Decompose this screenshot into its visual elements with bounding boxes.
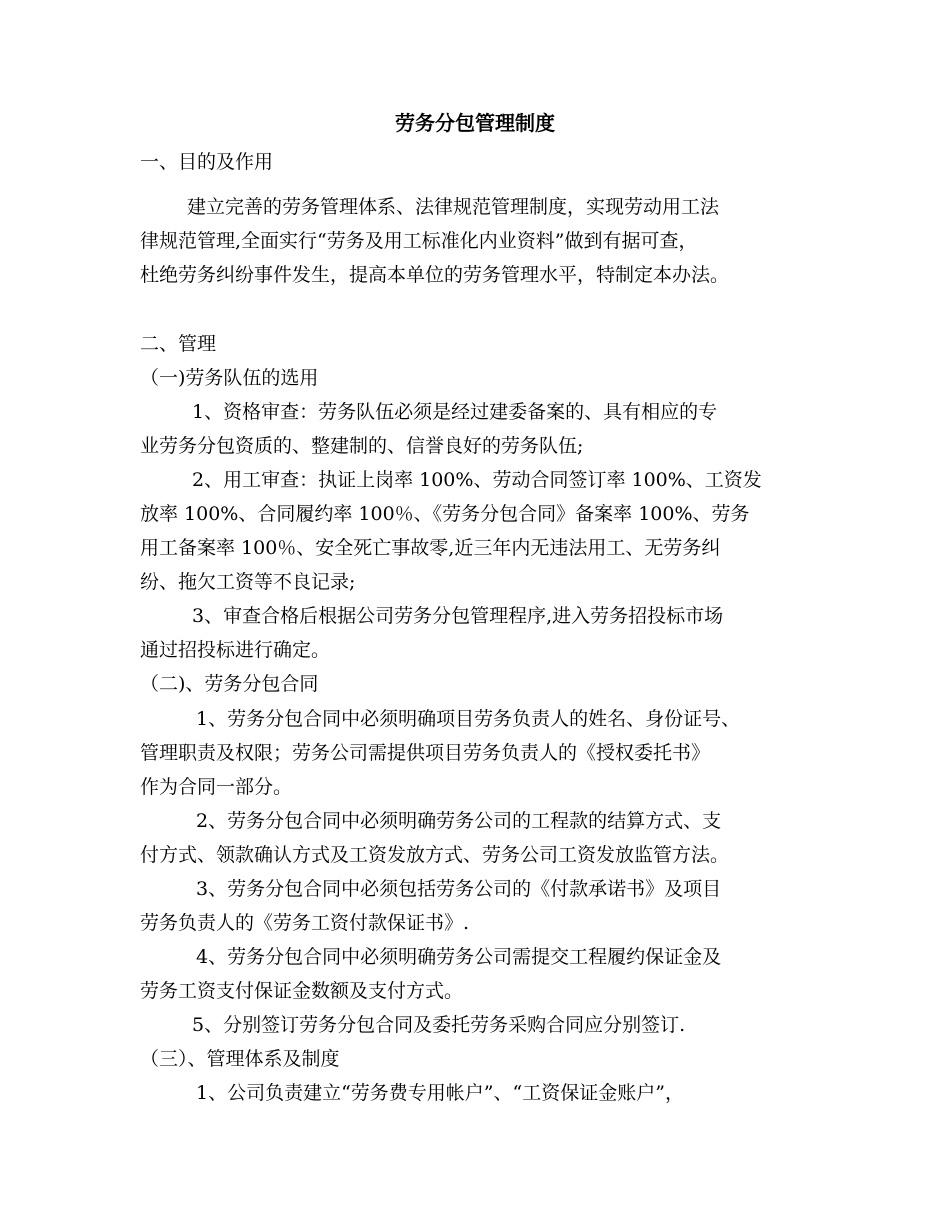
subsection-heading-selection: （一)劳务队伍的选用 <box>140 367 319 389</box>
paragraph-line: 建立完善的劳务管理体系、法律规范管理制度，实现劳动用工法 <box>187 196 720 218</box>
paragraph-line: 律规范管理,全面实行“劳务及用工标准化内业资料”做到有据可查， <box>140 230 698 252</box>
paragraph-line: 1、资格审查：劳务队伍必须是经过建委备案的、具有相应的专 <box>192 401 718 423</box>
subsection-heading-contract: （二)、劳务分包合同 <box>140 673 319 695</box>
section-heading-management: 二、管理 <box>140 333 217 355</box>
paragraph-line: 3、审查合格后根据公司劳务分包管理程序,进入劳务招投标市场 <box>192 605 724 627</box>
paragraph-line: 2、用工审查：执证上岗率 100%、劳动合同签订率 100%、工资发 <box>192 469 762 491</box>
paragraph-line: 管理职责及权限；劳务公司需提供项目劳务负责人的《授权委托书》 <box>140 742 711 764</box>
paragraph-line: 通过招投标进行确定。 <box>140 639 331 661</box>
paragraph-line: 2、劳务分包合同中必须明确劳务公司的工程款的结算方式、支 <box>196 810 722 832</box>
paragraph-line: 付方式、领款确认方式及工资发放方式、劳务公司工资发放监管方法。 <box>140 844 730 866</box>
paragraph-line: 劳务负责人的《劳务工资付款保证书》. <box>140 912 470 934</box>
document-title: 劳务分包管理制度 <box>395 111 555 135</box>
paragraph-line: 4、劳务分包合同中必须明确劳务公司需提交工程履约保证金及 <box>196 946 722 968</box>
paragraph-line: 放率 100%、合同履约率 100％、《劳务分包合同》备案率 100%、劳务 <box>140 503 750 525</box>
paragraph-line: 5、分别签订劳务分包合同及委托劳务采购合同应分别签订. <box>192 1014 686 1036</box>
paragraph-line: 1、劳务分包合同中必须明确项目劳务负责人的姓名、身份证号、 <box>196 708 741 730</box>
paragraph-line: 1、公司负责建立“劳务费专用帐户”、“工资保证金账户”， <box>196 1082 684 1104</box>
paragraph-line: 劳务工资支付保证金数额及支付方式。 <box>140 980 464 1002</box>
paragraph-line: 作为合同一部分。 <box>140 776 293 798</box>
paragraph-line: 杜绝劳务纠纷事件发生，提高本单位的劳务管理水平，特制定本办法。 <box>140 264 730 286</box>
paragraph-line: 业劳务分包资质的、整建制的、信誉良好的劳务队伍; <box>140 435 584 457</box>
paragraph-line: 纷、拖欠工资等不良记录; <box>140 571 356 593</box>
section-heading-purpose: 一、目的及作用 <box>140 151 274 173</box>
paragraph-line: 用工备案率 100％、安全死亡事故零,近三年内无违法用工、无劳务纠 <box>140 537 721 559</box>
paragraph-line: 3、劳务分包合同中必须包括劳务公司的《付款承诺书》及项目 <box>196 878 722 900</box>
subsection-heading-system: （三）、管理体系及制度 <box>140 1048 340 1070</box>
